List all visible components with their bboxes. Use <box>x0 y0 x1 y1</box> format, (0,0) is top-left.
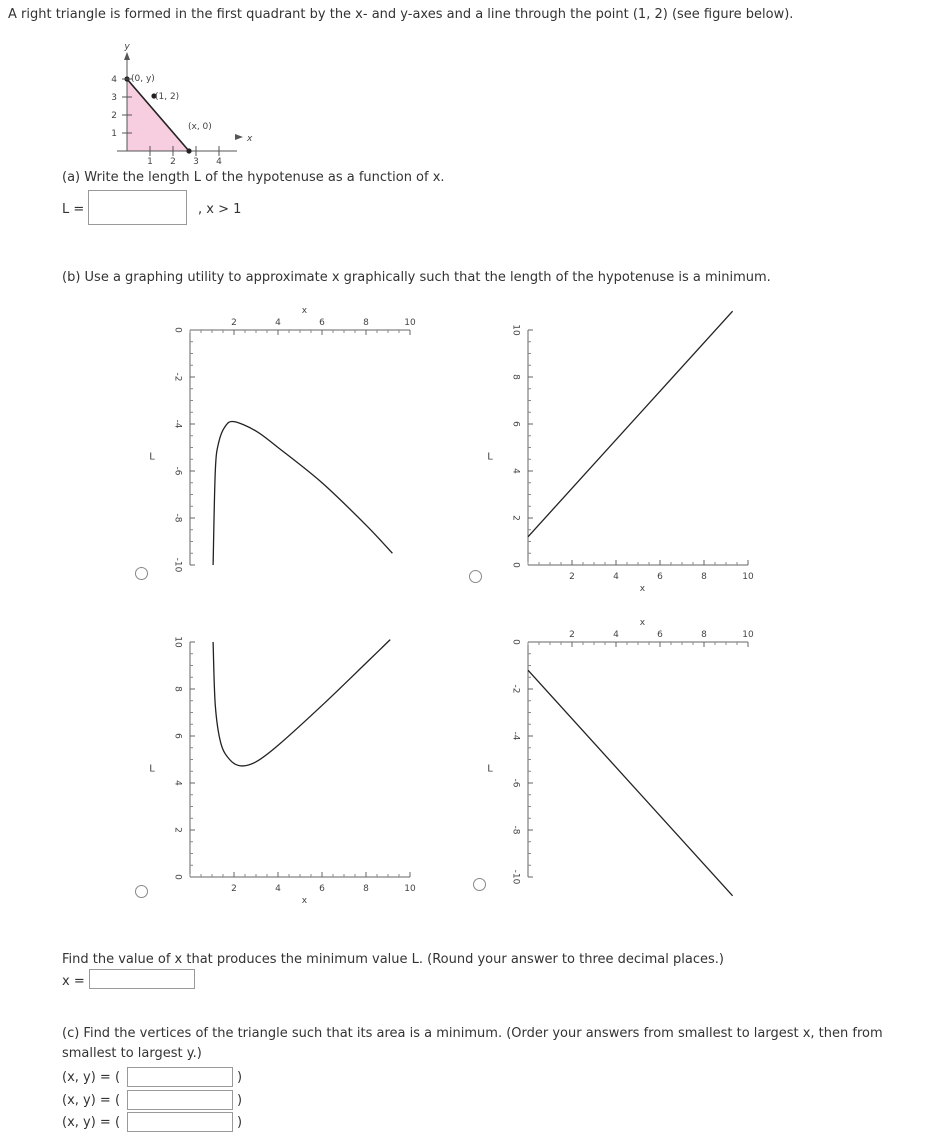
figure-y-tick-label: 1 <box>111 129 117 139</box>
figure-y-tick-label: 3 <box>111 93 117 103</box>
y-tick-label: -4 <box>510 731 521 741</box>
y-arrow-icon <box>124 52 130 60</box>
y-tick-label: -4 <box>172 419 183 429</box>
part-c-question-1: (c) Find the vertices of the triangle such that its area is a minimum. (Order your answers from smallest to largest x, then from <box>62 1026 883 1041</box>
graph-c <box>140 622 440 906</box>
label-12: (1, 2) <box>155 92 180 102</box>
x-tick-label: 6 <box>319 884 325 894</box>
x-tick-label: 2 <box>569 630 575 640</box>
y-tick-label: -2 <box>510 684 521 694</box>
y-tick-label: 2 <box>172 827 183 833</box>
x-tick-label: 2 <box>231 318 237 328</box>
x-tick-label: 6 <box>657 572 663 582</box>
graph-a <box>140 306 440 585</box>
y-tick-label: 0 <box>510 639 521 645</box>
intro-text: A right triangle is formed in the first quadrant by the x- and y-axes and a line through the point (1, 2) (see figure below). <box>8 7 794 22</box>
y-tick-label: 0 <box>172 327 183 333</box>
graph-curve <box>213 421 392 565</box>
y-tick-label: 8 <box>172 686 183 692</box>
part-b-find-text: Find the value of x that produces the minimum value L. (Round your answer to three decimal places.) <box>62 952 724 967</box>
y-tick-label: 8 <box>510 374 521 380</box>
part-c-question-2: smallest to largest y.) <box>62 1046 202 1061</box>
graph-d <box>478 618 778 897</box>
y-tick-label: 0 <box>172 874 183 880</box>
min-x-input[interactable] <box>89 969 195 989</box>
figure-y-tick-label: 4 <box>111 75 117 85</box>
graph-curve <box>213 640 390 766</box>
graph-c-radio[interactable] <box>135 885 148 898</box>
y-tick-label: -6 <box>510 778 521 788</box>
vertex-2-close: ) <box>237 1093 243 1108</box>
x-tick-label: 6 <box>319 318 325 328</box>
y-tick-label: 10 <box>172 636 183 648</box>
y-tick-label: -8 <box>510 825 521 835</box>
vertex-1-input[interactable] <box>127 1067 233 1087</box>
x-arrow-icon <box>235 134 243 140</box>
part-a-question: (a) Write the length L of the hypotenuse as a function of x. <box>62 170 445 185</box>
figure-x-tick-label: 4 <box>216 157 222 167</box>
x-tick-label: 8 <box>701 630 707 640</box>
vertex-2-label: (x, y) = ( <box>62 1093 121 1108</box>
part-b-label: x = <box>62 974 85 989</box>
y-tick-label: 4 <box>172 780 183 786</box>
figure-y-tick-label: 2 <box>111 111 117 121</box>
graph-curve <box>528 670 733 896</box>
x-tick-label: 10 <box>404 884 416 894</box>
x-axis-label: x <box>301 306 308 316</box>
x-tick-label: 4 <box>275 884 281 894</box>
graph-d-radio[interactable] <box>473 878 486 891</box>
y-axis-label: L <box>149 451 155 463</box>
vertex-1-close: ) <box>237 1070 243 1085</box>
y-tick-label: 10 <box>510 324 521 336</box>
y-tick-label: 6 <box>172 733 183 739</box>
figure-x-tick-label: 1 <box>147 157 153 167</box>
x-tick-label: 10 <box>404 318 416 328</box>
y-axis-label: L <box>487 763 493 775</box>
x-tick-label: 8 <box>363 318 369 328</box>
x-tick-label: 10 <box>742 572 754 582</box>
graph-b-radio[interactable] <box>469 570 482 583</box>
y-tick-label: 2 <box>510 515 521 521</box>
triangle-figure <box>105 40 255 167</box>
label-x0: (x, 0) <box>188 122 212 132</box>
y-tick-label: -10 <box>510 869 521 885</box>
graph-b <box>478 310 778 594</box>
x-tick-label: 4 <box>613 630 619 640</box>
vertex-3-label: (x, y) = ( <box>62 1115 121 1130</box>
y-tick-label: 6 <box>510 421 521 427</box>
part-b-question: (b) Use a graphing utility to approximate x graphically such that the length of the hypotenuse is a minimum. <box>62 270 771 285</box>
point-x0 <box>186 148 191 153</box>
y-axis-label: L <box>149 763 155 775</box>
vertex-1-label: (x, y) = ( <box>62 1070 121 1085</box>
vertex-3-close: ) <box>237 1115 243 1130</box>
x-tick-label: 8 <box>363 884 369 894</box>
vertex-3-input[interactable] <box>127 1112 233 1132</box>
x-tick-label: 4 <box>275 318 281 328</box>
x-tick-label: 2 <box>231 884 237 894</box>
figure-y-label: y <box>124 42 130 52</box>
y-tick-label: -10 <box>172 557 183 573</box>
part-a-label: L = <box>62 202 85 217</box>
graph-a-radio[interactable] <box>135 567 148 580</box>
figure-x-label: x <box>247 134 253 144</box>
x-axis-label: x <box>639 618 646 628</box>
x-tick-label: 2 <box>569 572 575 582</box>
graph-curve <box>528 311 733 537</box>
L-function-input[interactable] <box>88 190 187 225</box>
figure-x-tick-label: 2 <box>170 157 176 167</box>
x-tick-label: 6 <box>657 630 663 640</box>
y-tick-label: -8 <box>172 513 183 523</box>
x-tick-label: 8 <box>701 572 707 582</box>
y-axis-label: L <box>487 451 493 463</box>
y-tick-label: -6 <box>172 466 183 476</box>
x-axis-label: x <box>301 896 308 906</box>
part-a-condition: , x > 1 <box>198 202 242 217</box>
y-tick-label: 0 <box>510 562 521 568</box>
label-0y: (0, y) <box>131 74 155 84</box>
x-tick-label: 10 <box>742 630 754 640</box>
y-tick-label: -2 <box>172 372 183 382</box>
figure-x-tick-label: 3 <box>193 157 199 167</box>
vertex-2-input[interactable] <box>127 1090 233 1110</box>
x-tick-label: 4 <box>613 572 619 582</box>
y-tick-label: 4 <box>510 468 521 474</box>
x-axis-label: x <box>639 584 646 594</box>
